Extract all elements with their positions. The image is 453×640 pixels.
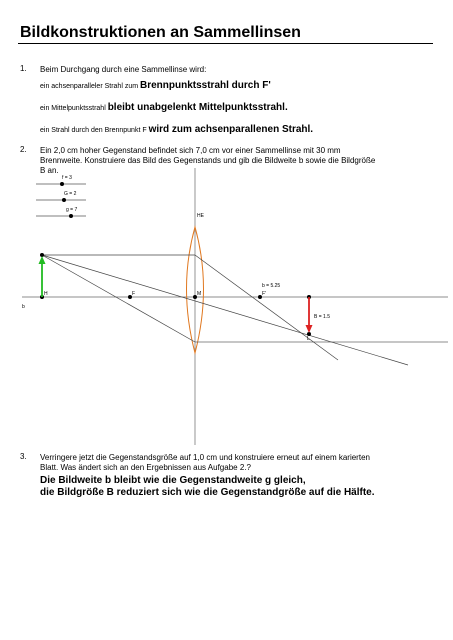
image-arrowhead <box>306 325 313 333</box>
label-F: F <box>132 291 136 297</box>
rule-center-plain: ein Mittelpunktsstrahl <box>40 105 108 112</box>
object-arrowhead <box>39 256 46 264</box>
question-1-number: 1. <box>20 64 27 73</box>
rule-focal-plain: ein Strahl durch den Brennpunkt F <box>40 127 149 134</box>
label-F-prime: F' <box>262 291 267 297</box>
slider-f-label: f = 3 <box>62 175 72 181</box>
slider-g[interactable] <box>36 207 86 218</box>
question-2-line-1: Ein 2,0 cm hoher Gegenstand befindet sich 7,0 cm vor einer Sammellinse mit 30 mm <box>40 146 341 155</box>
rule-parallel-plain: ein achsenparalleler Strahl zum <box>40 83 140 90</box>
question-1-text: Beim Durchgang durch eine Sammellinse wird: <box>40 65 207 74</box>
rule-center-bold: bleibt unabgelenkt Mittelpunktsstrahl. <box>107 102 288 113</box>
label-b-value: b = 5.25 <box>262 283 281 289</box>
center-ray <box>42 255 408 365</box>
page-title: Bildkonstruktionen an Sammellinsen <box>20 24 301 41</box>
axis-label-b: b <box>22 304 25 310</box>
slider-G-label: G = 2 <box>64 191 77 197</box>
question-2-line-3: B an. <box>40 166 59 175</box>
principal-plane-label: HE <box>197 213 204 219</box>
slider-G[interactable] <box>36 191 86 202</box>
question-3-line-2: Blatt. Was ändert sich an den Ergebnissen aus Aufgabe 2.? <box>40 463 251 472</box>
question-3-line-1: Verringere jetzt die Gegenstandsgröße auf 1,0 cm und konstruiere erneut auf einem karierten <box>40 453 370 462</box>
answer-line-1: Die Bildweite b bleibt wie die Gegenstandweite g gleich, <box>40 475 306 486</box>
answer-line-2: die Bildgröße B reduziert sich wie die Gegenstandgröße auf die Hälfte. <box>40 487 375 498</box>
slider-f[interactable] <box>36 175 86 186</box>
rule-focal-bold: wird zum achsenparallenen Strahl. <box>148 124 314 135</box>
label-B-value: B = 1.5 <box>314 314 330 320</box>
question-2-number: 2. <box>20 145 27 154</box>
question-2-line-2: Brennweite. Konstruiere das Bild des Gegenstands und gib die Bildweite b sowie die Bildgröße <box>40 156 376 165</box>
slider-g-label: g = 7 <box>66 207 78 213</box>
label-M: M <box>197 291 202 297</box>
focal-ray-incoming <box>42 255 195 342</box>
rule-parallel-bold: Brennpunktsstrahl durch F' <box>140 80 271 91</box>
label-H: H <box>44 291 48 297</box>
question-3-number: 3. <box>20 452 27 461</box>
label-L: L <box>307 336 310 342</box>
